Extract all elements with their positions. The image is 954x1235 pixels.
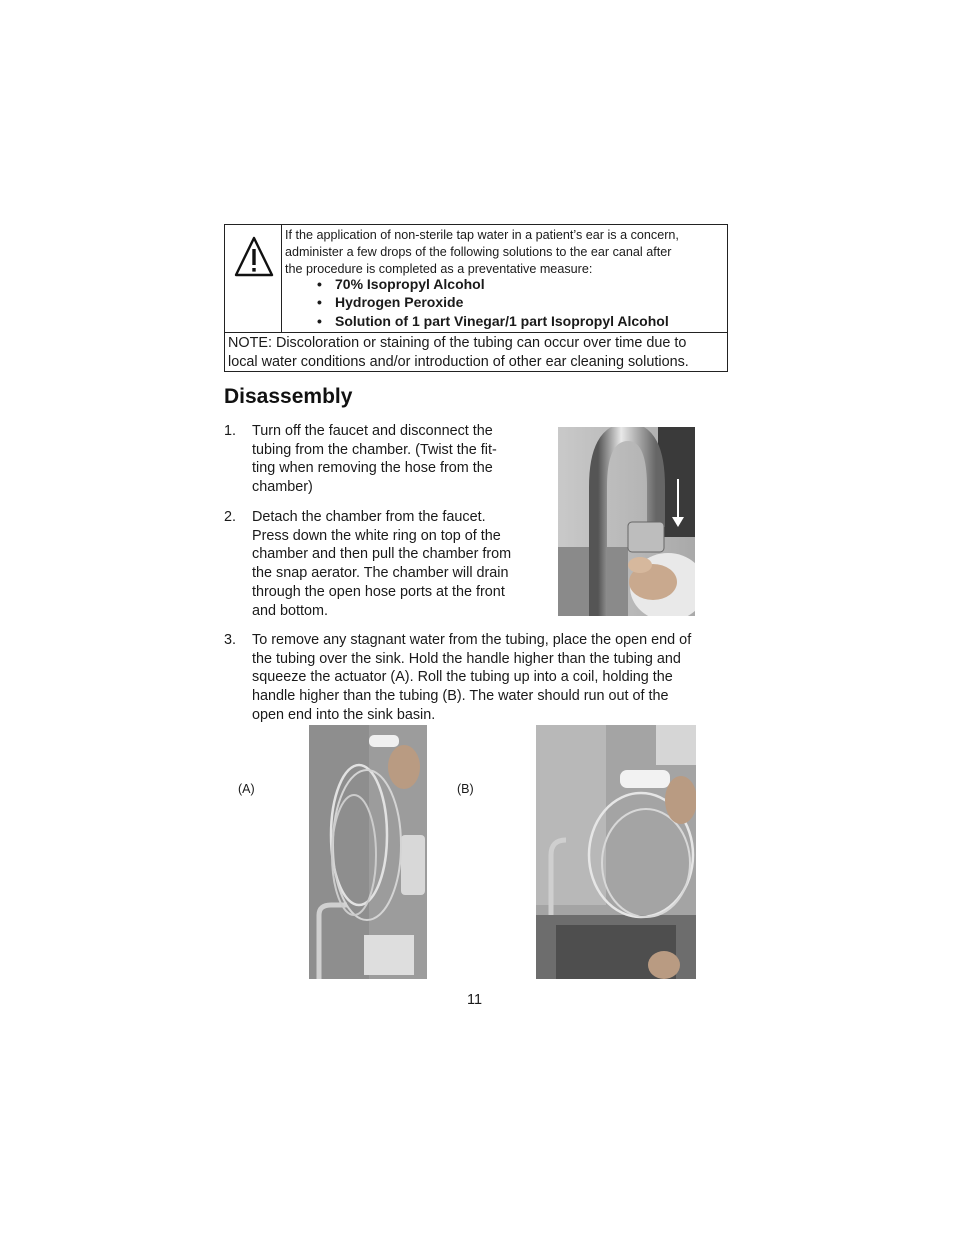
step-line: To remove any stagnant water from the tubing, place the open end of (252, 632, 692, 648)
step-line: chamber) (252, 479, 313, 496)
note-line: NOTE: Discoloration or staining of the tubing can occur over time due to (228, 335, 687, 351)
step-number: 2. (224, 509, 237, 525)
warning-icon-cell (225, 225, 282, 332)
step-line: the tubing over the sink. Hold the handle higher than the tubing and (252, 650, 681, 667)
solution-item: • Hydrogen Peroxide (317, 293, 717, 311)
step-line: through the open hose ports at the front (252, 583, 505, 600)
step-line: handle higher than the tubing (B). The water should run out of the (252, 688, 669, 705)
step-line: Turn off the faucet and disconnect the (252, 423, 493, 439)
step-line: Detach the chamber from the faucet. (252, 509, 486, 525)
step-number: 1. (224, 423, 237, 439)
step-number: 3. (224, 632, 237, 648)
step-line: chamber and then pull the chamber from (252, 546, 512, 563)
step-2-text (252, 508, 511, 620)
page-number: 11 (467, 992, 483, 1008)
note-text (228, 334, 728, 372)
step-line: squeeze the actuator (A). Roll the tubing up into a coil, holding the (252, 669, 673, 686)
section-title: Disassembly (224, 385, 353, 408)
step-line: Press down the white ring on top of the (252, 527, 501, 544)
figure-label-a: (A) (238, 782, 255, 796)
step-line: the snap aerator. The chamber will drain (252, 565, 509, 582)
warning-intro-line: the procedure is completed as a preventative measure: (285, 262, 593, 276)
tubing-photo-b (536, 725, 696, 979)
step-line: and bottom. (252, 602, 329, 619)
note-row (225, 332, 727, 371)
step-line: open end into the sink basin. (252, 706, 436, 723)
solution-item: • Solution of 1 part Vinegar/1 part Isopropyl Alcohol (317, 312, 717, 330)
faucet-photo (558, 427, 695, 616)
step-3-text (252, 631, 691, 725)
step-line: ting when removing the hose from the (252, 460, 493, 477)
figure-label-b: (B) (457, 782, 474, 796)
warning-box (224, 224, 728, 372)
solution-item: • 70% Isopropyl Alcohol (317, 275, 717, 293)
step-line: tubing from the chamber. (Twist the fit- (252, 441, 497, 458)
solutions-list (317, 275, 717, 330)
tubing-photo-a (309, 725, 427, 979)
warning-intro (285, 227, 725, 278)
warning-intro-line: If the application of non-sterile tap water in a patient’s ear is a concern, (285, 228, 679, 242)
step-1-text (252, 422, 497, 497)
warning-intro-line: administer a few drops of the following solutions to the ear canal after (285, 245, 672, 259)
warning-triangle-icon (234, 235, 274, 277)
note-line: local water conditions and/or introduction of other ear cleaning solutions. (228, 354, 689, 370)
